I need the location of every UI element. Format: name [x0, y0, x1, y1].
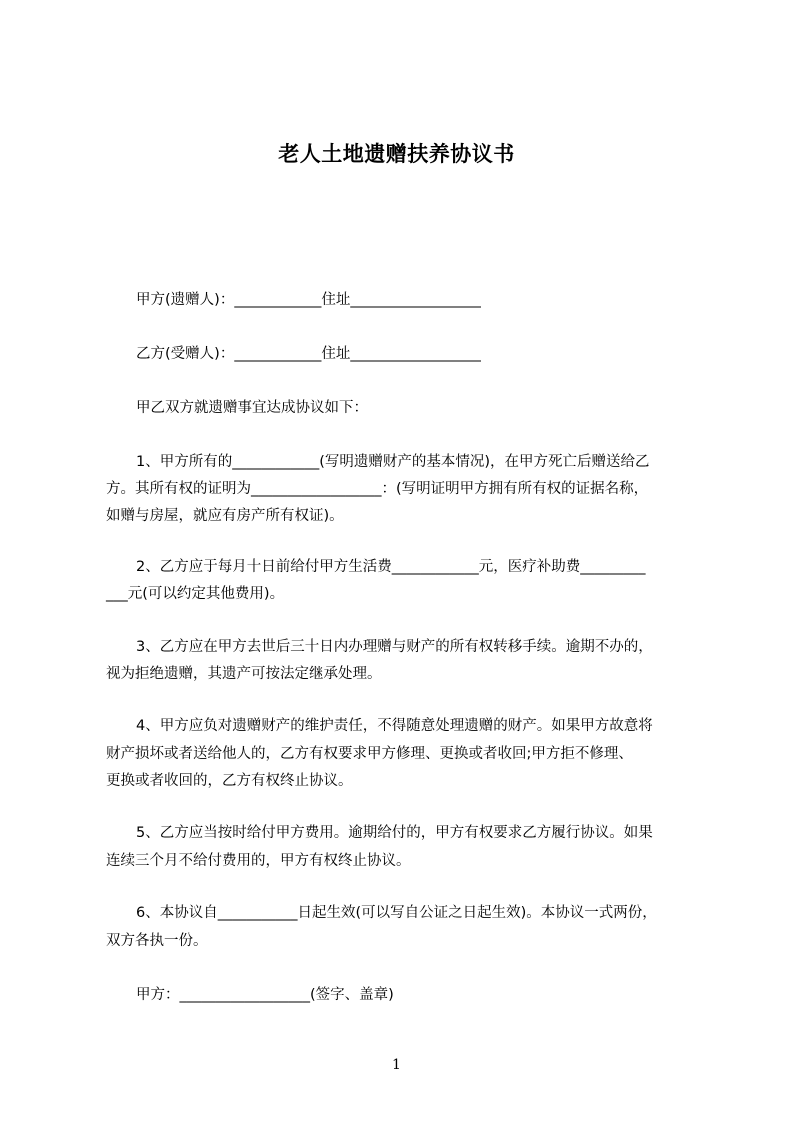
page-number: 1	[392, 1057, 401, 1073]
clause-line: 财产损坏或者送给他人的，乙方有权要求甲方修理、更换或者收回;甲方拒不修理、	[106, 746, 633, 762]
clause-line: 6、本协议自___________日起生效(可以写自公证之日起生效)。本协议一式两份，	[136, 905, 657, 921]
clause-line: 方。其所有权的证明为__________________：(写明证明甲方拥有所有权的证据名称，	[106, 481, 649, 497]
clause-line: 视为拒绝遗赠，其遗产可按法定继承处理。	[106, 666, 382, 682]
clause-line: ___元(可以约定其他费用)。	[106, 586, 285, 602]
clause-line: 连续三个月不给付费用的，甲方有权终止协议。	[106, 853, 411, 869]
party-b-line: 乙方(受赠人)：____________住址__________________	[136, 346, 481, 362]
signature-line: 甲方：__________________(签字、盖章)	[136, 987, 394, 1003]
clause-line: 2、乙方应于每月十日前给付甲方生活费____________元，医疗补助费_________	[136, 559, 646, 575]
party-a-line: 甲方(遗赠人)：____________住址__________________	[136, 292, 481, 308]
clause-line: 3、乙方应在甲方去世后三十日内办理赠与财产的所有权转移手续。逾期不办的，	[136, 639, 653, 655]
page-title: 老人土地遗赠扶养协议书	[278, 142, 515, 166]
clause-line: 1、甲方所有的____________(写明遗赠财产的基本情况)，在甲方死亡后赠送给乙	[136, 454, 650, 470]
intro-line: 甲乙双方就遗赠事宜达成协议如下：	[136, 400, 368, 416]
clause-line: 5、乙方应当按时给付甲方费用。逾期给付的，甲方有权要求乙方履行协议。如果	[136, 825, 653, 841]
clause-line: 如赠与房屋，就应有房产所有权证)。	[106, 508, 344, 524]
clause-line: 4、甲方应负对遗赠财产的维护责任，不得随意处理遗赠的财产。如果甲方故意将	[136, 718, 653, 734]
clause-line: 双方各执一份。	[106, 933, 208, 949]
clause-line: 更换或者收回的，乙方有权终止协议。	[106, 773, 353, 789]
